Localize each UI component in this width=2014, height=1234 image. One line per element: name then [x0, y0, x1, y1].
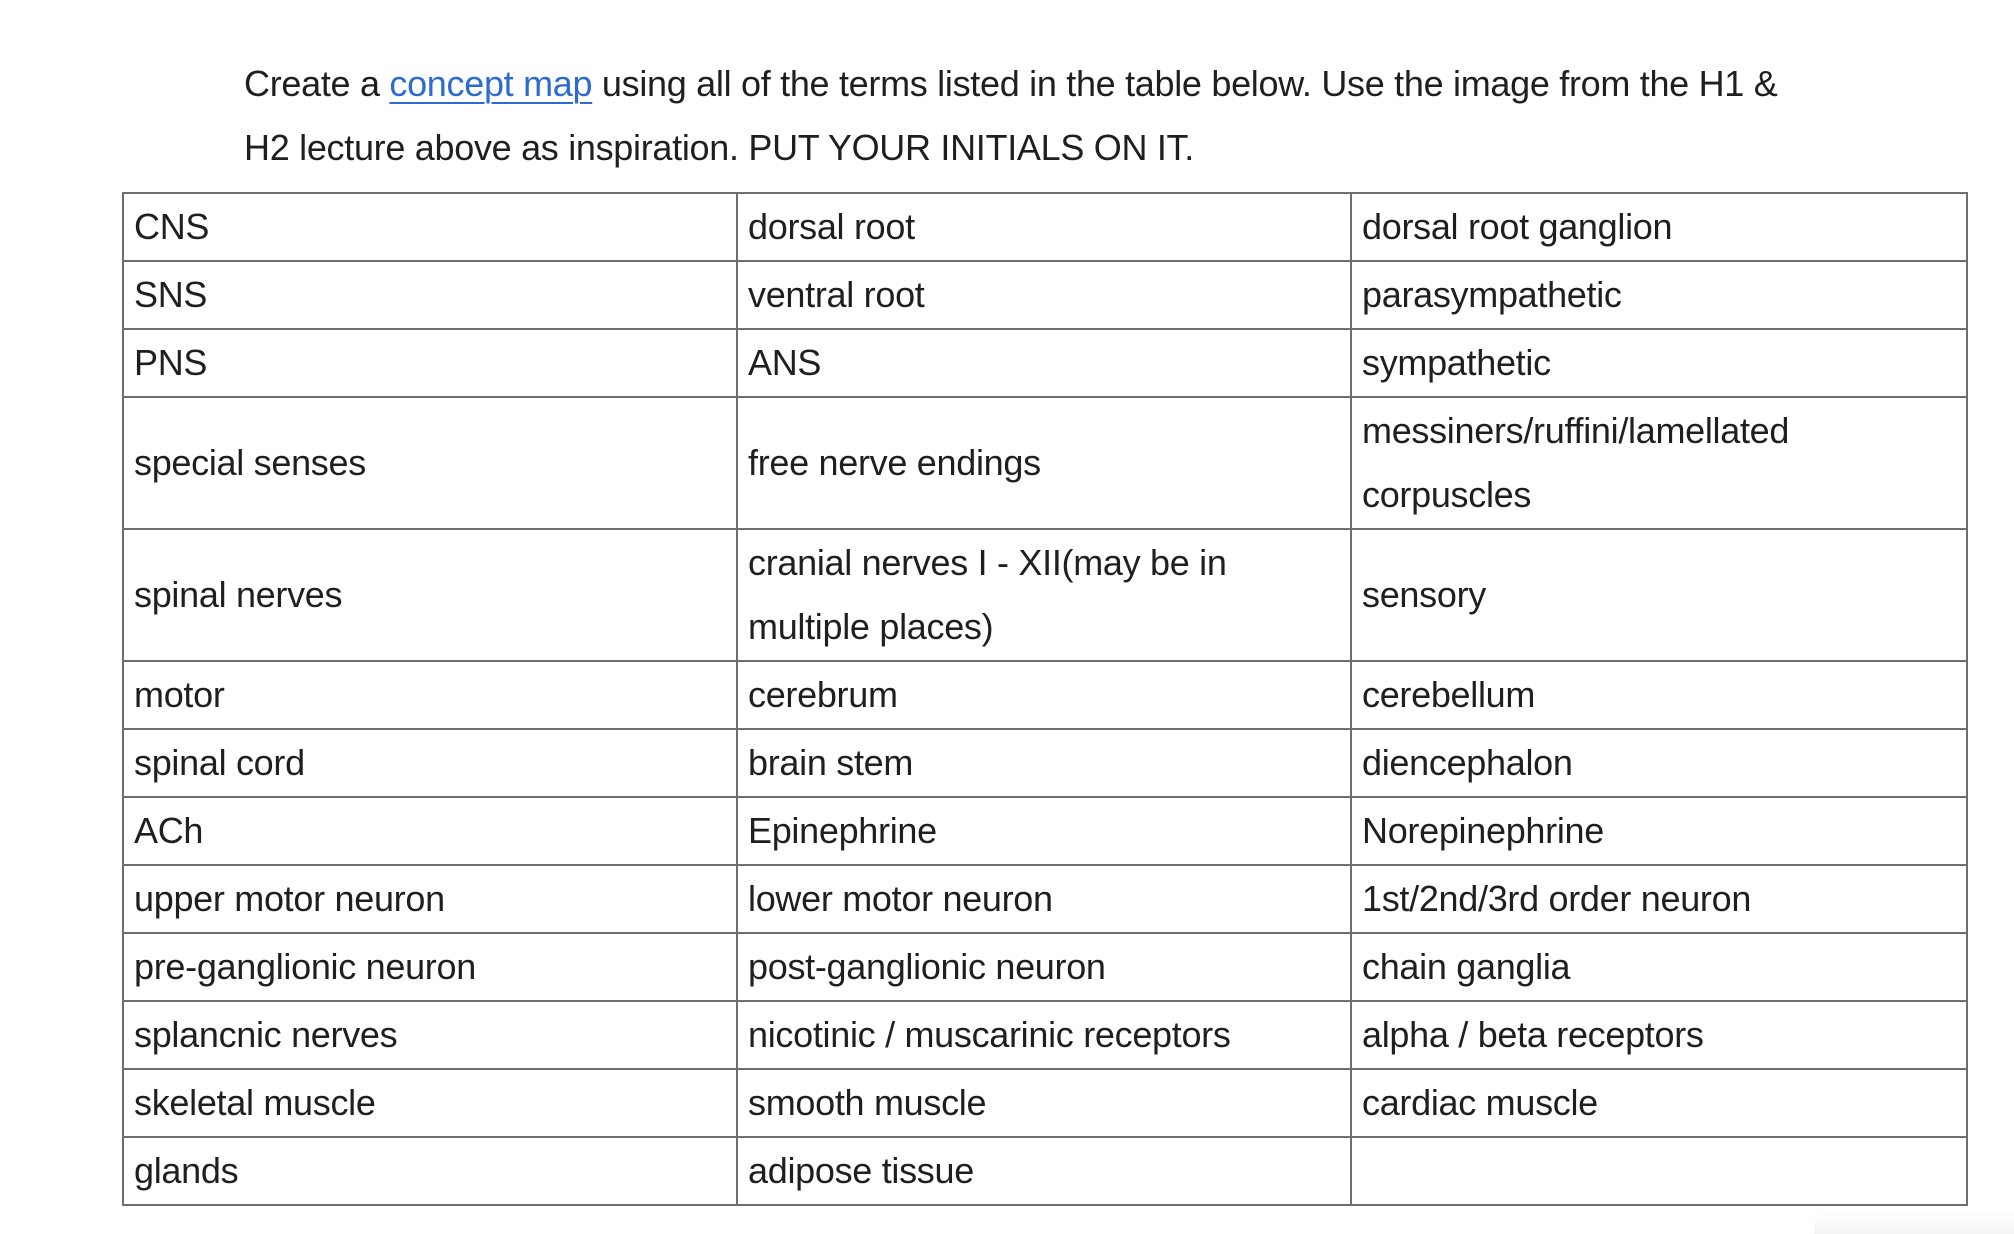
table-cell: skeletal muscle [123, 1069, 737, 1137]
table-cell: special senses [123, 397, 737, 529]
table-cell: spinal nerves [123, 529, 737, 661]
table-cell: cardiac muscle [1351, 1069, 1967, 1137]
table-row [123, 329, 1967, 397]
table-cell: 1st/2nd/3rd order neuron [1351, 865, 1967, 933]
table-cell: upper motor neuron [123, 865, 737, 933]
table-row [123, 529, 1967, 661]
table-cell: cerebrum [737, 661, 1351, 729]
table-row [123, 1069, 1967, 1137]
table-cell: brain stem [737, 729, 1351, 797]
table-cell: smooth muscle [737, 1069, 1351, 1137]
table-cell: Norepinephrine [1351, 797, 1967, 865]
table-cell: glands [123, 1137, 737, 1205]
instructions-text-start: Create a [244, 63, 390, 104]
table-cell: nicotinic / muscarinic receptors [737, 1001, 1351, 1069]
table-cell: motor [123, 661, 737, 729]
table-cell: sympathetic [1351, 329, 1967, 397]
table-row [123, 865, 1967, 933]
table-cell: cerebellum [1351, 661, 1967, 729]
table-row [123, 661, 1967, 729]
table-cell: ACh [123, 797, 737, 865]
table-cell: post-ganglionic neuron [737, 933, 1351, 1001]
table-cell: pre-ganglionic neuron [123, 933, 737, 1001]
table-cell: CNS [123, 193, 737, 261]
table-cell: ventral root [737, 261, 1351, 329]
table-cell: diencephalon [1351, 729, 1967, 797]
table-row [123, 1001, 1967, 1069]
table-cell: splancnic nerves [123, 1001, 737, 1069]
table-cell: messiners/ruffini/lamellated corpuscles [1351, 397, 1967, 529]
table-row [123, 397, 1967, 529]
table-cell: SNS [123, 261, 737, 329]
instructions-paragraph [244, 52, 1824, 180]
table-cell: parasympathetic [1351, 261, 1967, 329]
table-cell: sensory [1351, 529, 1967, 661]
instructions-text-end: using all of the terms listed in the table below. Use the image from the H1 & H2 lecture above as inspiration. PUT YOUR INITIALS ON IT. [244, 63, 1778, 168]
table-row [123, 193, 1967, 261]
terms-table [122, 192, 1968, 1206]
table-cell: lower motor neuron [737, 865, 1351, 933]
concept-map-link[interactable]: concept map [389, 63, 593, 104]
table-cell: chain ganglia [1351, 933, 1967, 1001]
table-cell: Epinephrine [737, 797, 1351, 865]
table-row [123, 933, 1967, 1001]
table-row [123, 261, 1967, 329]
table-cell: spinal cord [123, 729, 737, 797]
table-cell-empty [1351, 1137, 1967, 1205]
table-cell: ANS [737, 329, 1351, 397]
table-cell: dorsal root [737, 193, 1351, 261]
table-row [123, 729, 1967, 797]
table-row [123, 1137, 1967, 1205]
page-corner-shadow [1814, 1210, 2014, 1234]
table-cell: cranial nerves I - XII(may be in multiple places) [737, 529, 1351, 661]
table-cell: alpha / beta receptors [1351, 1001, 1967, 1069]
table-cell: PNS [123, 329, 737, 397]
table-row [123, 797, 1967, 865]
table-cell: free nerve endings [737, 397, 1351, 529]
table-cell: dorsal root ganglion [1351, 193, 1967, 261]
table-cell: adipose tissue [737, 1137, 1351, 1205]
